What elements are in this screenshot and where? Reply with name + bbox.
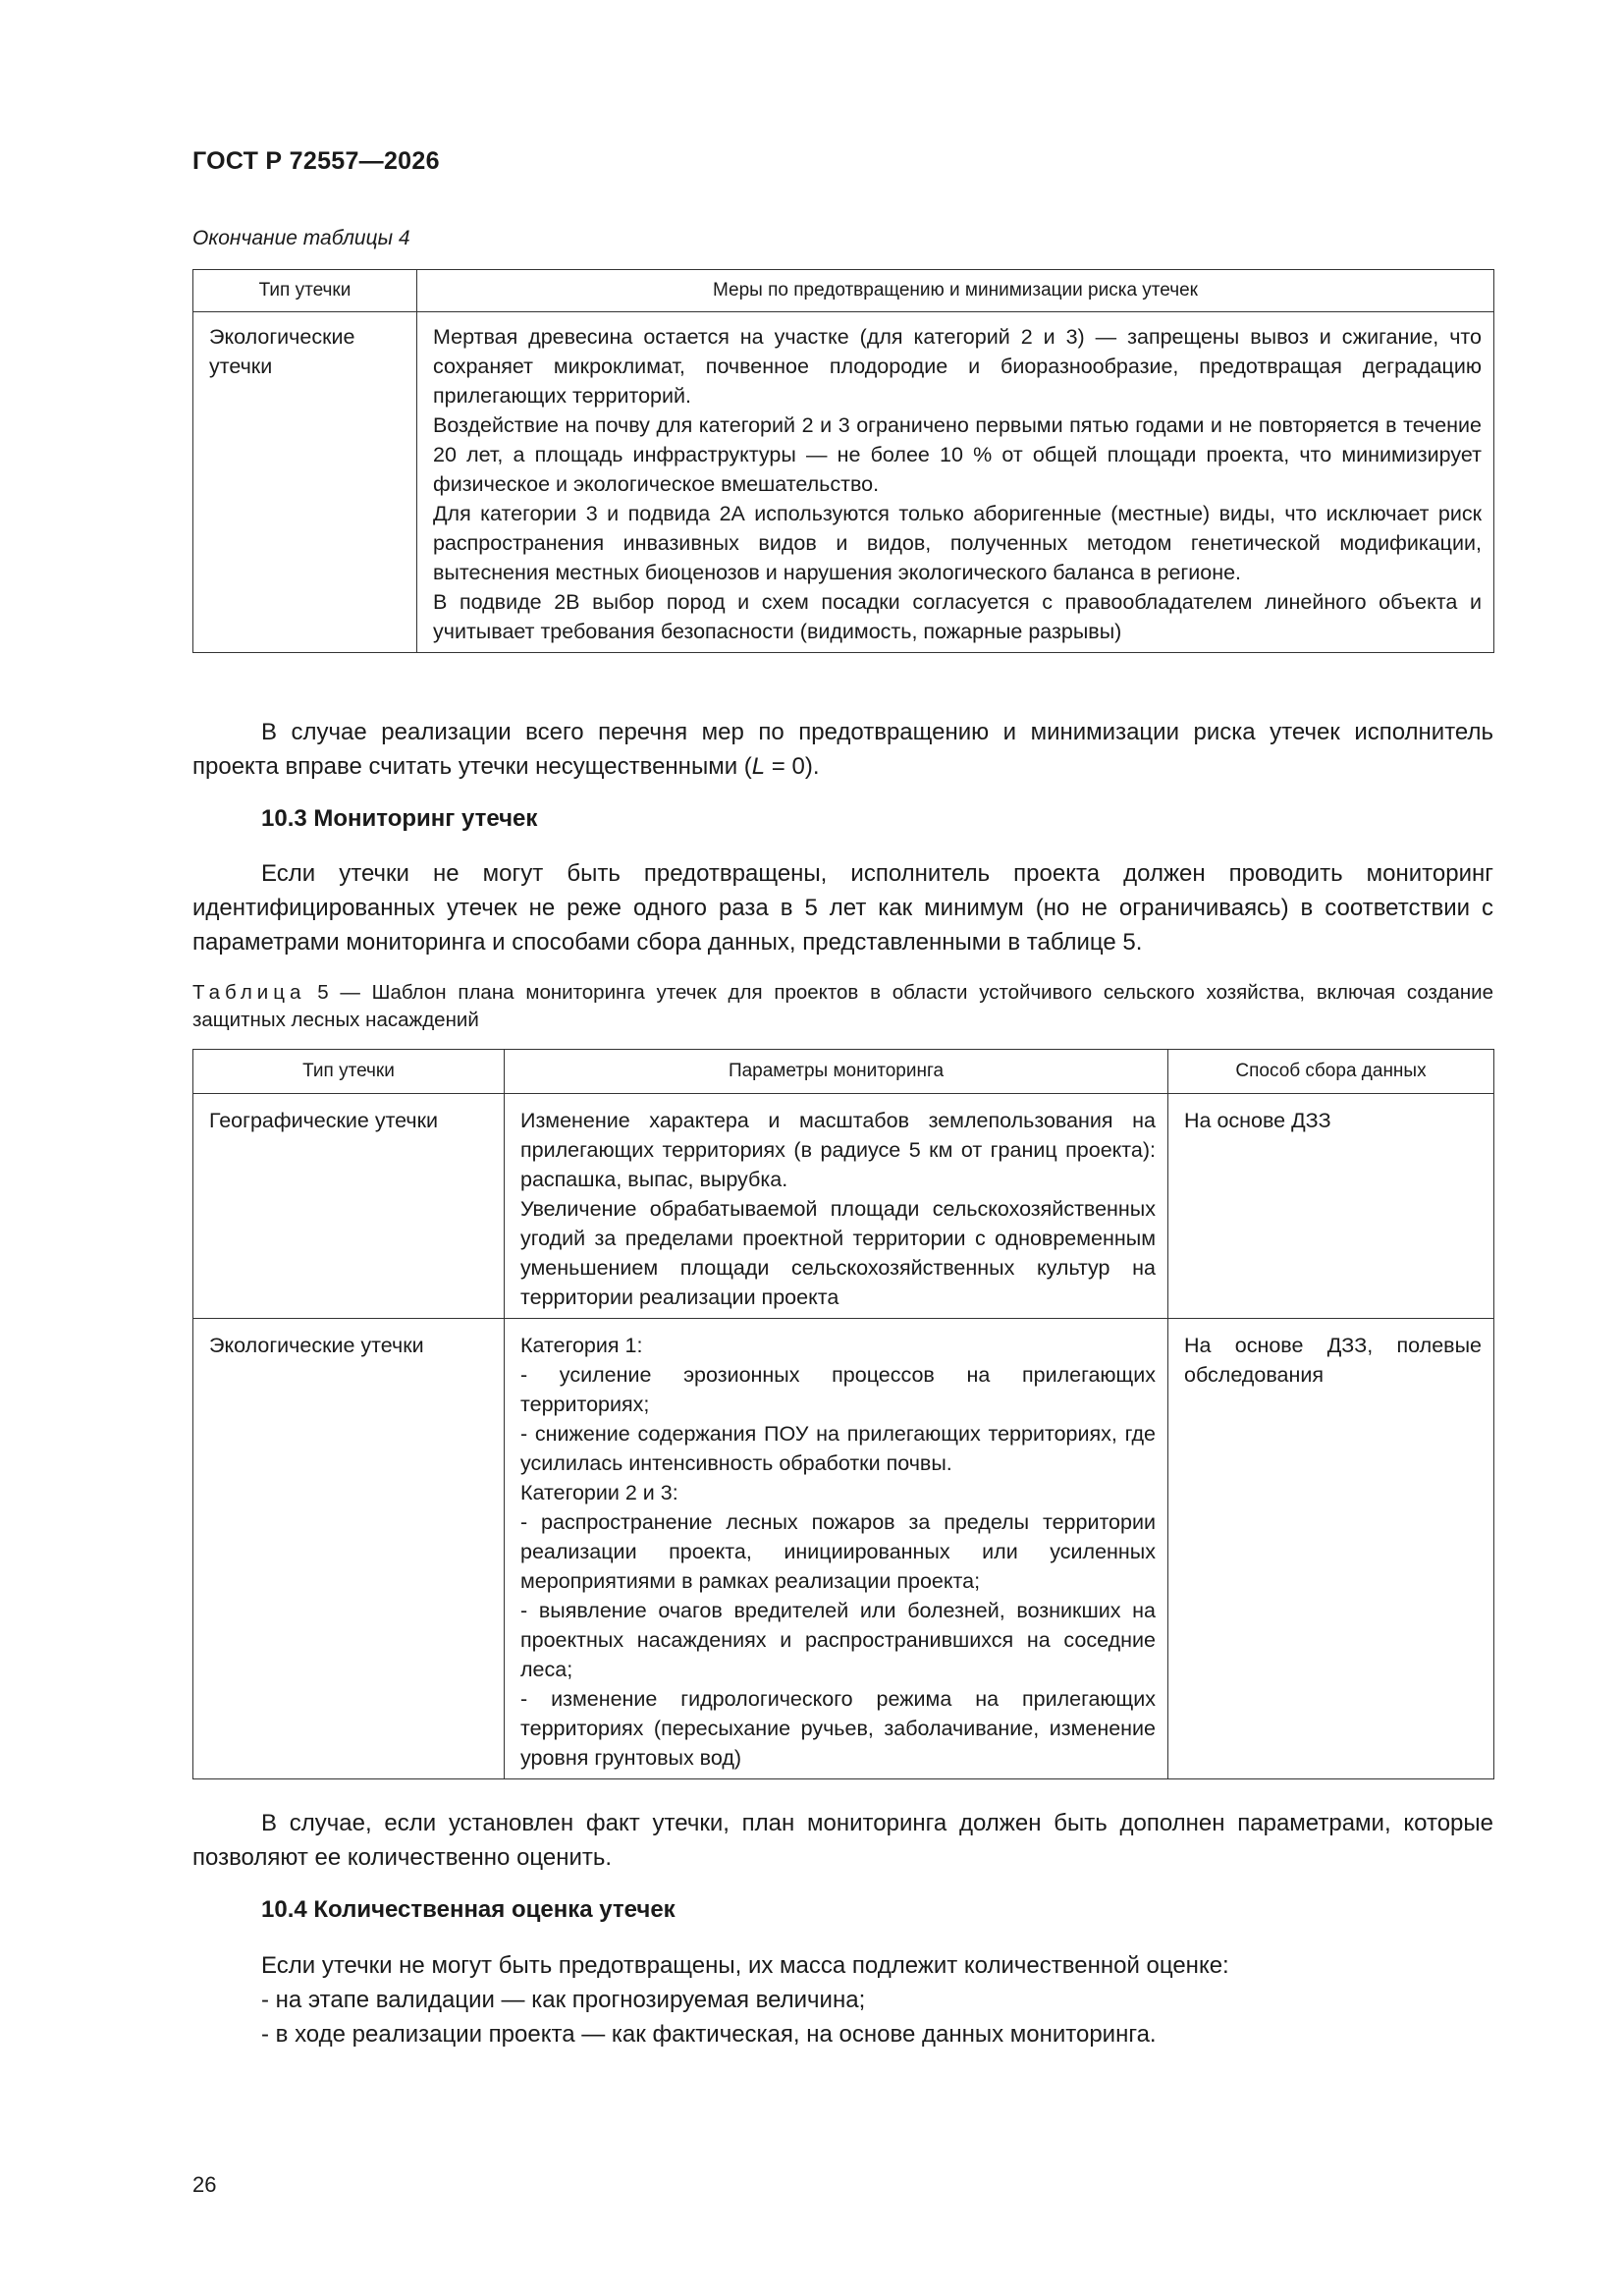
table-row [193, 1094, 1494, 1319]
paragraph-monitoring-plan: В случае, если установлен факт утечки, план мониторинга должен быть дополнен параметрами, которые позволяют ее количественно оценить. [192, 1810, 1493, 1871]
table5-cell-params [505, 1094, 1168, 1319]
paragraph-leaks-insignificant [192, 715, 1493, 784]
table5-cell-method: На основе ДЗЗ, полевые обследования [1168, 1319, 1494, 1779]
paragraph-text: = 0). [765, 753, 820, 780]
table4 [192, 269, 1494, 653]
table5 [192, 1049, 1494, 1779]
table-row [193, 1319, 1494, 1779]
list-item: - в ходе реализации проекта — как фактическая, на основе данных мониторинга. [261, 2021, 1157, 2048]
section-10-3-text: Если утечки не могут быть предотвращены, исполнитель проекта должен проводить мониторинг идентифицированных утечек не реже одного раза в 5 лет как минимум (но не ограничиваясь) в соответствии с параметрами мониторинга и способами сбора данных, представленными в таблице 5. [192, 860, 1493, 956]
table5-caption-text: 5 — Шаблон плана мониторинга утечек для проектов в области устойчивого сельского хозяйства, включая создание защитных лесных насаждений [192, 981, 1493, 1031]
param-line: - снижение содержания ПОУ на прилегающих территориях, где усилилась интенсивность обработки почвы. [520, 1422, 1156, 1475]
measure-paragraph: Воздействие на почву для категорий 2 и 3 ограничено первыми пятью годами и не повторяется в течение 20 лет, а площадь инфраструктуры — не более 10 % от общей площади проекта, что минимизирует физическое и экологическое вмешательство. [433, 413, 1482, 496]
table4-col-measures: Меры по предотвращению и минимизации риска утечек [417, 270, 1494, 312]
section-10-3-title: 10.3 Мониторинг утечек [261, 805, 538, 832]
list-item: - на этапе валидации — как прогнозируемая величина; [261, 1987, 866, 2013]
table-row [193, 312, 1494, 653]
param-line: Категория 1: [520, 1334, 643, 1357]
table5-header-row [193, 1050, 1494, 1094]
param-line: - усиление эрозионных процессов на прилегающих территориях; [520, 1363, 1156, 1416]
table4-header-row [193, 270, 1494, 312]
param-line: Изменение характера и масштабов землепользования на прилегающих территориях (в радиусе 5 км от границ проекта): распашка, выпас, вырубка. [520, 1109, 1156, 1191]
table5-cell-params [505, 1319, 1168, 1779]
measure-paragraph: Мертвая древесина остается на участке (для категорий 2 и 3) — запрещены вывоз и сжигание, что сохраняет микроклимат, почвенное плодородие и биоразнообразие, предотвращая деградацию прилегающих территорий. [433, 325, 1482, 408]
measure-paragraph: В подвиде 2В выбор пород и схем посадки согласуется с правообладателем линейного объекта и учитывает требования безопасности (видимость, пожарные разрывы) [433, 590, 1482, 643]
param-line: - распространение лесных пожаров за пределы территории реализации проекта, инициированных или усиленных мероприятиями в рамках реализации проекта; [520, 1510, 1156, 1593]
table4-cell-type [193, 312, 417, 653]
param-line: Категории 2 и 3: [520, 1481, 678, 1504]
param-line: - выявление очагов вредителей или болезней, возникших на проектных насаждениях и распространившихся на соседние леса; [520, 1599, 1156, 1681]
table5-col-params: Параметры мониторинга [505, 1050, 1168, 1094]
paragraph-text: В случае реализации всего перечня мер по предотвращению и минимизации риска утечек исполнитель проекта вправе считать утечки несущественными ( [192, 719, 1493, 780]
param-line: Увеличение обрабатываемой площади сельскохозяйственных угодий за пределами проектной территории с одновременным уменьшением площади сельскохозяйственных культур на территории реализации проекта [520, 1197, 1156, 1309]
section-10-4-intro: Если утечки не могут быть предотвращены, их масса подлежит количественной оценке: [261, 1952, 1229, 1979]
table5-caption-label: Таблица [192, 981, 306, 1004]
section-10-4-title: 10.4 Количественная оценка утечек [261, 1896, 676, 1923]
table5-col-method: Способ сбора данных [1168, 1050, 1494, 1094]
table4-continuation-caption: Окончание таблицы 4 [192, 227, 410, 249]
table5-caption [192, 979, 1493, 1034]
table5-cell-method: На основе ДЗЗ [1168, 1094, 1494, 1319]
table5-cell-type: Географические утечки [193, 1094, 505, 1319]
page-number: 26 [192, 2172, 217, 2197]
table5-cell-type: Экологические утечки [193, 1319, 505, 1779]
table5-col-type: Тип утечки [193, 1050, 505, 1094]
leak-type: Экологические утечки [209, 325, 355, 378]
table4-cell-measures [417, 312, 1494, 653]
variable-L: L [751, 753, 766, 780]
table4-col-type: Тип утечки [193, 270, 417, 312]
measure-paragraph: Для категории 3 и подвида 2А используются только аборигенные (местные) виды, что исключает риск распространения инвазивных видов и видов, полученных методом генетической модификации, вытеснения местных биоценозов и нарушения экологического баланса в регионе. [433, 502, 1482, 584]
section-10-4-text [192, 1948, 1493, 2051]
document-code-header: ГОСТ Р 72557—2026 [192, 147, 440, 175]
param-line: - изменение гидрологического режима на прилегающих территориях (пересыхание ручьев, заболачивание, изменение уровня грунтовых вод) [520, 1687, 1156, 1770]
